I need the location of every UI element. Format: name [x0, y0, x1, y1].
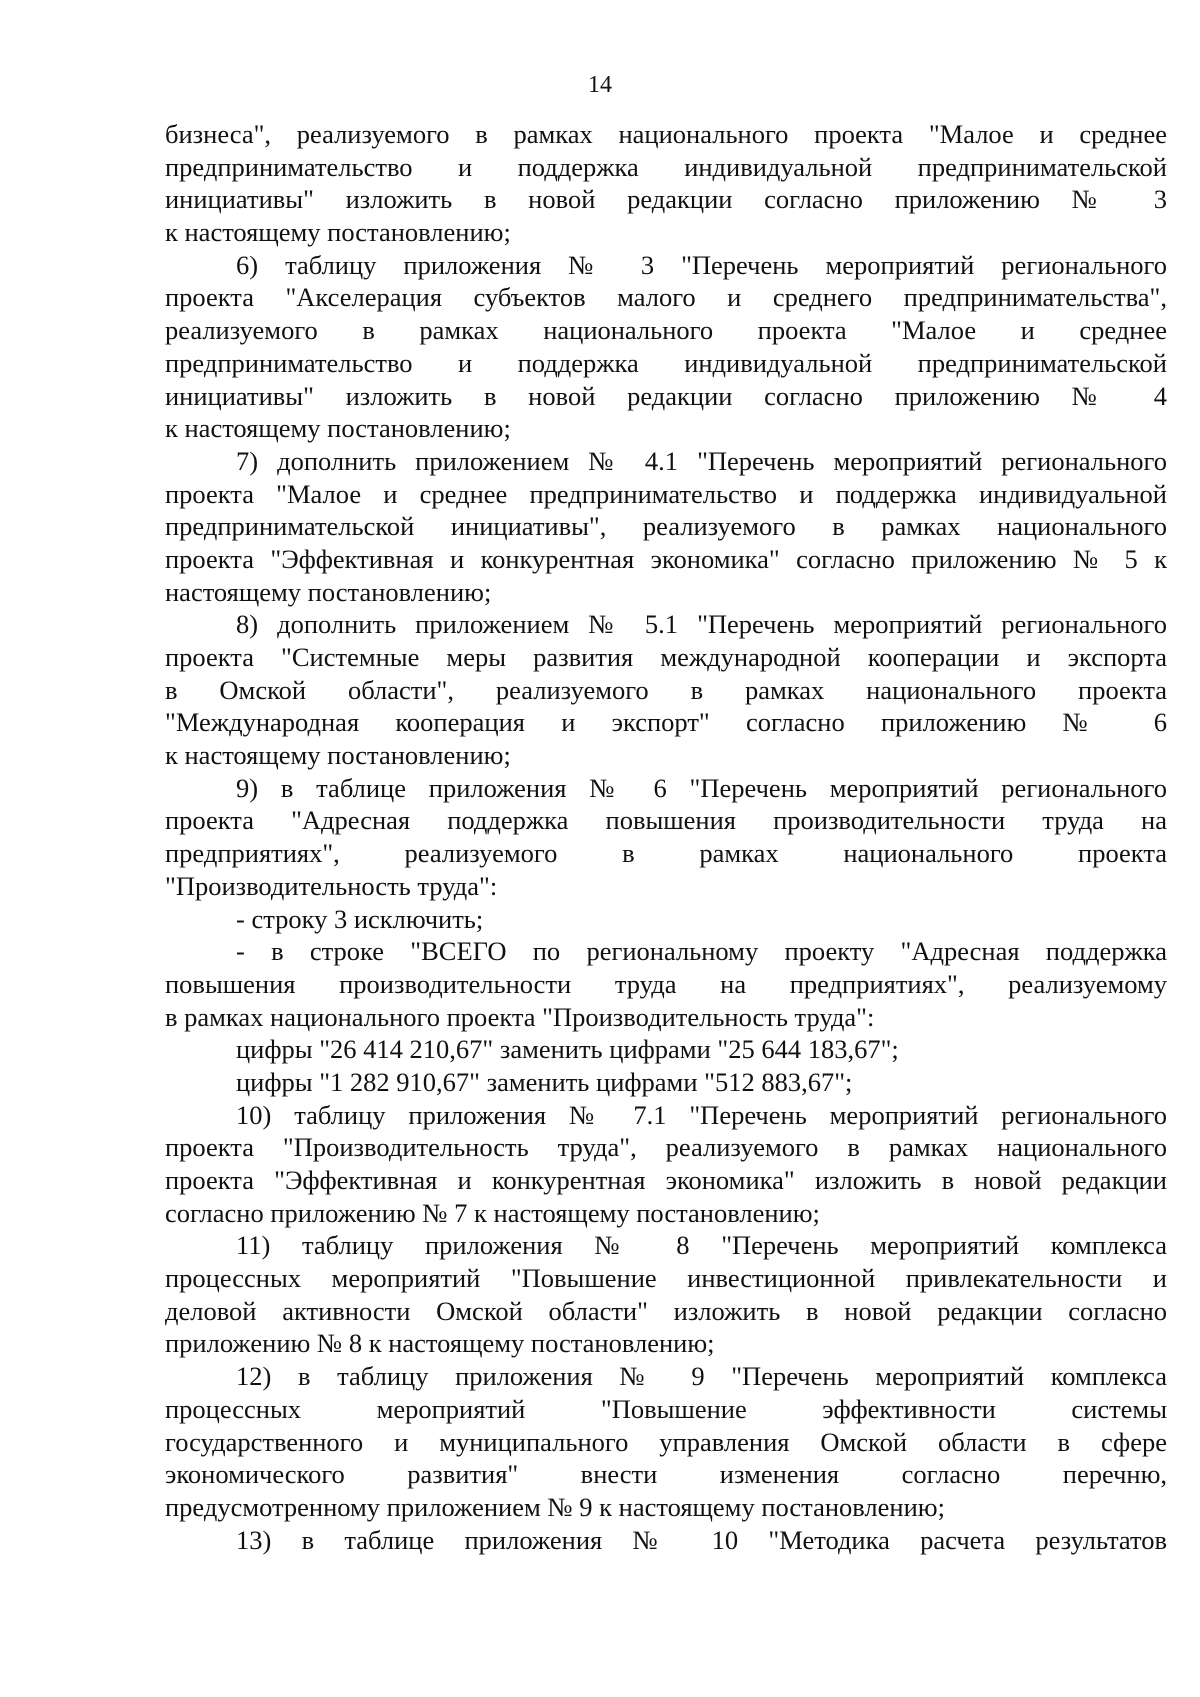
text-line: бизнеса", реализуемого в рамках национального проекта "Малое и среднее [165, 119, 1167, 149]
text-line: повышения производительности труда на предприятиях", реализуемому [165, 968, 1167, 999]
text-line: 10) таблицу приложения № 7.1 "Перечень мероприятий регионального [236, 1099, 1167, 1130]
text-line: согласно приложению № 7 к настоящему постановлению; [165, 1197, 820, 1228]
text-line: - строку 3 исключить; [236, 903, 484, 934]
text-line: - в строке "ВСЕГО по региональному проекту "Адресная поддержка [236, 936, 1167, 967]
text-line: 11) таблицу приложения № 8 "Перечень мероприятий комплекса [236, 1230, 1167, 1261]
text-line: "Производительность труда": [165, 870, 498, 901]
text-line: предусмотренному приложением № 9 к настоящему постановлению; [165, 1491, 945, 1522]
text-line: 6) таблицу приложения № 3 "Перечень мероприятий регионального [236, 249, 1167, 280]
text-line: настоящему постановлению; [165, 576, 492, 607]
text-line: реализуемого в рамках национального проекта "Малое и среднее [165, 315, 1167, 346]
text-line: проекта "Эффективная и конкурентная экономика" согласно приложению № 5 к [165, 543, 1167, 574]
text-line: инициативы" изложить в новой редакции согласно приложению № 4 [165, 380, 1167, 411]
text-line: 12) в таблицу приложения № 9 "Перечень мероприятий комплекса [236, 1361, 1167, 1392]
text-line: цифры "26 414 210,67" заменить цифрами "25 644 183,67"; [236, 1034, 899, 1065]
text-line: к настоящему постановлению; [165, 217, 511, 248]
text-line: к настоящему постановлению; [165, 413, 511, 444]
text-line: 7) дополнить приложением № 4.1 "Перечень мероприятий регионального [236, 445, 1167, 476]
text-line: предпринимательство и поддержка индивидуальной предпринимательской [165, 151, 1167, 182]
text-line: 9) в таблице приложения № 6 "Перечень мероприятий регионального [236, 772, 1167, 803]
text-line: деловой активности Омской области" изложить в новой редакции согласно [165, 1295, 1167, 1326]
text-line: проекта "Эффективная и конкурентная экономика" изложить в новой редакции [165, 1165, 1167, 1195]
text-line: "Международная кооперация и экспорт" согласно приложению № 6 [165, 707, 1167, 738]
text-line: процессных мероприятий "Повышение инвестиционной привлекательности и [165, 1263, 1167, 1294]
text-line: проекта "Адресная поддержка повышения производительности труда на [165, 805, 1167, 836]
text-line: к настоящему постановлению; [165, 740, 511, 771]
text-line: предприятиях", реализуемого в рамках национального проекта [165, 838, 1167, 869]
text-line: инициативы" изложить в новой редакции согласно приложению № 3 [165, 184, 1167, 215]
text-line: в рамках национального проекта "Производительность труда": [165, 1001, 875, 1032]
text-line: проекта "Малое и среднее предпринимательство и поддержка индивидуальной [165, 478, 1167, 509]
text-line: проекта "Акселерация субъектов малого и среднего предпринимательства", [165, 282, 1167, 313]
text-line: приложению № 8 к настоящему постановлению; [165, 1328, 715, 1359]
page-number: 14 [588, 72, 612, 98]
text-line: предпринимательство и поддержка индивидуальной предпринимательской [165, 347, 1167, 378]
text-line: процессных мероприятий "Повышение эффективности системы [165, 1393, 1167, 1424]
text-line: предпринимательской инициативы", реализуемого в рамках национального [165, 511, 1167, 542]
text-line: цифры "1 282 910,67" заменить цифрами "512 883,67"; [236, 1066, 853, 1097]
text-line: экономического развития" внести изменения согласно перечню, [165, 1459, 1167, 1490]
document-body [165, 118, 1167, 1556]
text-line: государственного и муниципального управления Омской области в сфере [165, 1426, 1167, 1457]
text-line: проекта "Системные меры развития международной кооперации и экспорта [165, 642, 1167, 672]
text-line: проекта "Производительность труда", реализуемого в рамках национального [165, 1132, 1167, 1163]
text-line: в Омской области", реализуемого в рамках национального проекта [165, 674, 1167, 705]
text-line: 13) в таблице приложения № 10 "Методика расчета результатов [236, 1524, 1167, 1555]
text-line: 8) дополнить приложением № 5.1 "Перечень мероприятий регионального [236, 609, 1167, 640]
